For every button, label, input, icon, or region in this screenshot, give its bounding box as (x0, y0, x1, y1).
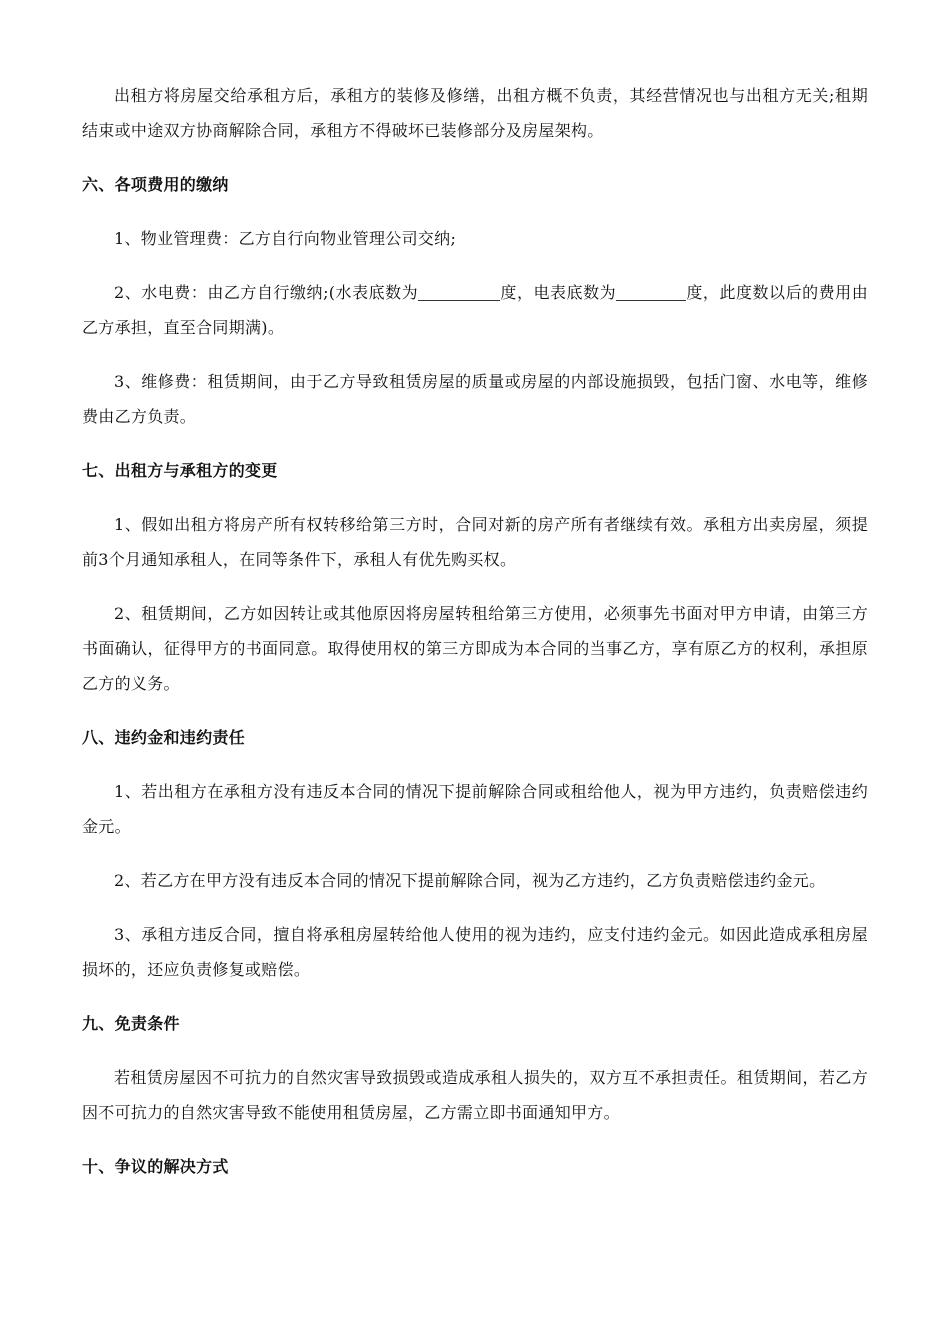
section-6-item-1: 1、物业管理费：乙方自行向物业管理公司交纳; (114, 229, 457, 248)
intro-paragraph: 出租方将房屋交给承租方后，承租方的装修及修缮，出租方概不负责，其经营情况也与出租方无关;租期结束或中途双方协商解除合同，承租方不得破坏已装修部分及房屋架构。 (82, 86, 868, 140)
section-7-item-2: 2、租赁期间，乙方如因转让或其他原因将房屋转租给第三方使用，必须事先书面对甲方申请，由第三方书面确认，征得甲方的书面同意。取得使用权的第三方即成为本合同的当事乙方，享有原乙方的权利，承担原乙方的义务。 (82, 604, 868, 693)
section-9-heading: 九、免责条件 (82, 1014, 180, 1033)
document-page (82, 78, 868, 1203)
section-7-item-1: 1、假如出租方将房产所有权转移给第三方时，合同对新的房产所有者继续有效。承租方出卖房屋，须提前3个月通知承租人，在同等条件下，承租人有优先购买权。 (82, 515, 868, 569)
section-8-heading: 八、违约金和违约责任 (82, 728, 246, 747)
section-6-item-2 (82, 275, 868, 345)
section-8-item-1: 1、若出租方在承租方没有违反本合同的情况下提前解除合同或租给他人，视为甲方违约，负责赔偿违约金元。 (82, 782, 868, 836)
section-7-heading: 七、出租方与承租方的变更 (82, 461, 278, 480)
section-8-item-2: 2、若乙方在甲方没有违反本合同的情况下提前解除合同，视为乙方违约，乙方负责赔偿违约金元。 (114, 871, 826, 890)
section-6-item-2-text-a: 2、水电费：由乙方自行缴纳;(水表底数为 (114, 283, 419, 302)
electric-meter-blank[interactable] (616, 280, 686, 301)
section-6-heading: 六、各项费用的缴纳 (82, 175, 229, 194)
section-6-item-2-text-b: 度，电表底数为 (500, 283, 617, 302)
water-meter-blank[interactable] (418, 280, 500, 301)
section-6-item-2-text-c: 度，此度数以后的费用由乙方承担，直至合同期满)。 (82, 283, 868, 337)
section-8-item-3: 3、承租方违反合同，擅自将承租房屋转给他人使用的视为违约，应支付违约金元。如因此造成承租房屋损坏的，还应负责修复或赔偿。 (82, 925, 868, 979)
section-9-paragraph: 若租赁房屋因不可抗力的自然灾害导致损毁或造成承租人损失的，双方互不承担责任。租赁期间，若乙方因不可抗力的自然灾害导致不能使用租赁房屋，乙方需立即书面通知甲方。 (82, 1068, 868, 1122)
section-10-heading: 十、争议的解决方式 (82, 1157, 229, 1176)
section-6-item-3: 3、维修费：租赁期间，由于乙方导致租赁房屋的质量或房屋的内部设施损毁，包括门窗、水电等，维修费由乙方负责。 (82, 372, 868, 426)
